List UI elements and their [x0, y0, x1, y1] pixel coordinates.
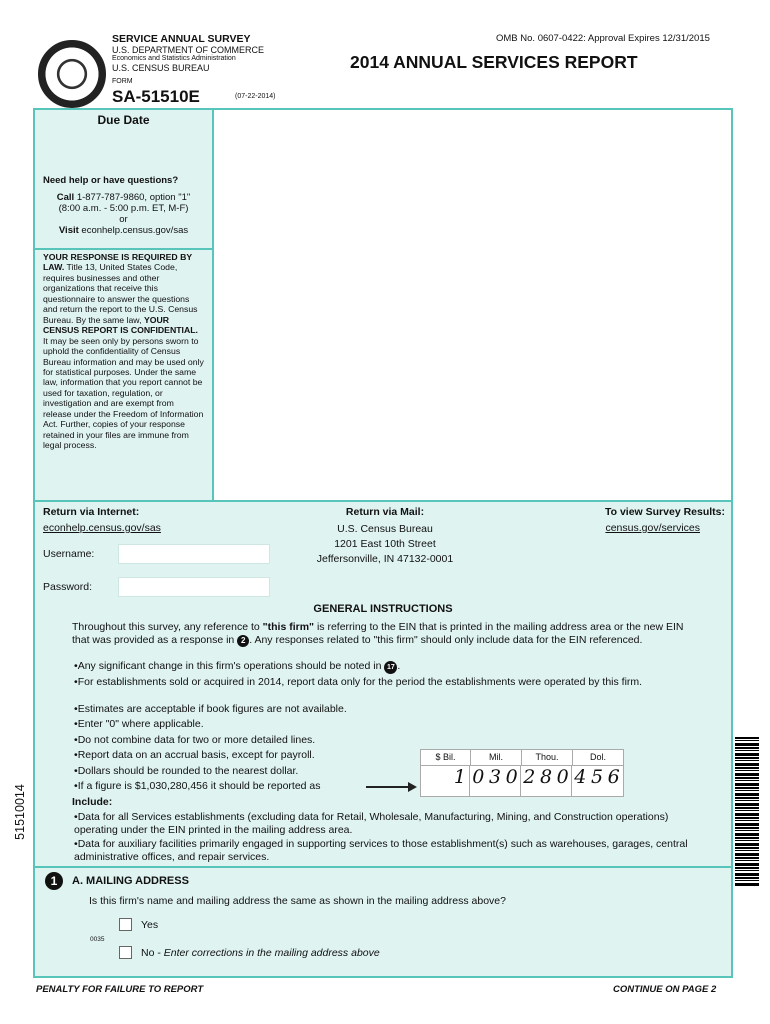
department-name: U.S. DEPARTMENT OF COMMERCE [112, 45, 265, 55]
phone-number: 1-877-787-9860, option "1" [76, 192, 191, 203]
b5-text: Do not combine data for two or more detailed lines. [77, 734, 316, 746]
form-label: FORM [112, 78, 133, 85]
census-seal-logo [38, 40, 106, 108]
username-label: Username: [43, 548, 95, 560]
form-date: (07-22-2014) [235, 93, 276, 100]
intro-text-3: . Any responses related to "this firm" should only include data for the EIN referenced. [249, 633, 643, 646]
username-field[interactable] [118, 544, 270, 564]
bureau-name: U.S. CENSUS BUREAU [112, 63, 210, 73]
mail-line-3: Jeffersonville, IN 47132-0001 [316, 553, 454, 565]
item-ref-2: 2 [237, 635, 249, 647]
mail-title: Return via Mail: [345, 506, 425, 518]
no-option [141, 947, 380, 959]
arrow-right-icon [408, 782, 417, 792]
b7-text: Dollars should be rounded to the nearest dollar. [77, 765, 299, 777]
report-title: 2014 ANNUAL SERVICES REPORT [350, 52, 638, 72]
password-label: Password: [43, 581, 93, 593]
dollar-digits [572, 766, 622, 796]
yes-checkbox[interactable] [119, 918, 132, 931]
yes-label: Yes [141, 919, 159, 931]
confidential-bold: YOUR CENSUS REPORT IS CONFIDENTIAL. [43, 314, 198, 336]
bullet-accrual: •Report data on an accrual basis, except for payroll. [74, 749, 315, 761]
intro-text-1: Throughout this survey, any reference to [72, 621, 263, 633]
bullet-no-combine: •Do not combine data for two or more detailed lines. [74, 734, 316, 746]
million-digits [470, 766, 521, 796]
digit: 6 [607, 766, 620, 788]
b4-text: Enter "0" where applicable. [77, 718, 204, 730]
b8-text: If a figure is $1,030,280,456 it should be reported as [77, 780, 321, 792]
digit: 3 [488, 766, 502, 788]
bullet-significant-change: •Any significant change in this firm's operations should be noted in 17 . [74, 660, 401, 672]
example-digit-row [421, 766, 623, 796]
form-id-vertical: 51510014 [13, 784, 27, 840]
results-title: To view Survey Results: [604, 506, 725, 518]
no-label: No - [141, 947, 164, 959]
digit: 1 [421, 766, 470, 796]
law-required-text: Title 13, United States Code, requires businesses and other organizations that receive this questionnaire to answer the questions and return the report to the U.S. Census Bureau. By the same law, [43, 262, 198, 325]
example-figure-box [420, 749, 624, 797]
mail-line-1: U.S. Census Bureau [337, 523, 433, 535]
bullet-estimates: •Estimates are acceptable if book figures are not available. [74, 703, 347, 715]
include-title: Include: [72, 796, 113, 808]
mail-line-2: 1201 East 10th Street [334, 538, 436, 550]
esa-name: Economics and Statistics Administration [112, 55, 236, 62]
bullet-enter-zero: •Enter "0" where applicable. [74, 718, 204, 730]
mail-address [290, 522, 480, 567]
item-ref-17: 17 [384, 661, 397, 674]
call-label: Call [56, 192, 75, 203]
inc2-text: Data for auxiliary facilities primarily engaged in supporting services to those establishment(s) such as warehouses, garages, central administrative offices, and repair services. [74, 838, 688, 863]
digit: 0 [556, 766, 569, 788]
digit: 5 [590, 766, 604, 788]
header-billions: $ Bil. [421, 750, 471, 765]
instructions-title: GENERAL INSTRUCTIONS [313, 603, 453, 615]
mailing-question: Is this firm's name and mailing address the same as shown in the mailing address above? [89, 895, 506, 907]
bullet-example: •If a figure is $1,030,280,456 it should be reported as [74, 780, 321, 792]
help-box [35, 172, 214, 250]
digit: 0 [472, 766, 485, 788]
intro-text-2: is referring to the EIN that is printed in the mailing address area or the new EIN that was provided as a response in [72, 621, 684, 646]
b1-end: . [397, 660, 401, 672]
continue-notice: CONTINUE ON PAGE 2 [613, 984, 717, 995]
bullet-sold-acquired: •For establishments sold or acquired in 2014, report data only for the period the establishments were operated by this firm. [74, 676, 643, 688]
no-checkbox[interactable] [119, 946, 132, 959]
confidential-text: It may be seen only by persons sworn to uphold the confidentiality of Census Bureau information and may be used only for statistical purposes. Under the same law, information that you report cannot be used for taxation, regulation, or investigation and are exempt from release under the Freedom of Information Act. Further, copies of your response retained in your files are immune from legal process. [43, 335, 204, 451]
law-required-bold: YOUR RESPONSE IS REQUIRED BY LAW. [43, 252, 193, 273]
include-auxiliary: •Data for auxiliary facilities primarily engaged in supporting services to those establishment(s) such as warehouses, garages, central administrative offices, and repair services. [74, 838, 688, 863]
legal-notice-box [35, 250, 214, 500]
internet-title: Return via Internet: [43, 506, 140, 518]
intro-this-firm: "this firm" [262, 621, 315, 633]
help-hours: (8:00 a.m. - 5:00 p.m. ET, M-F) [58, 203, 189, 214]
survey-name: SERVICE ANNUAL SURVEY [112, 33, 251, 45]
omb-notice: OMB No. 0607-0422: Approval Expires 12/31/2015 [496, 33, 710, 44]
inc1-text: Data for all Services establishments (excluding data for Retail, Wholesale, Manufacturing, Mining, and Construction operations) operating under the EIN printed in the mailing address area. [74, 811, 669, 836]
digit: 2 [523, 766, 536, 788]
b3-text: Estimates are acceptable if book figures are not available. [77, 703, 347, 715]
due-date-label: Due Date [97, 113, 150, 127]
digit: 0 [505, 766, 518, 788]
include-services: •Data for all Services establishments (excluding data for Retail, Wholesale, Manufacturing, Mining, and Construction operations) operating under the EIN printed in the mailing address area. [74, 811, 669, 836]
section-title: A. MAILING ADDRESS [72, 875, 189, 887]
header-dollars: Dol. [589, 752, 606, 762]
visit-label: Visit [58, 225, 79, 236]
b6-text: Report data on an accrual basis, except for payroll. [77, 749, 315, 761]
return-row [35, 500, 731, 600]
no-instruction: Enter corrections in the mailing address above [163, 947, 380, 959]
section-number-1: 1 [45, 872, 63, 890]
example-arrow-line [366, 786, 410, 788]
header-millions: Mil. [471, 750, 522, 765]
form-number: SA-51510E [112, 87, 200, 106]
digit: 8 [539, 766, 553, 788]
internet-url[interactable]: econhelp.census.gov/sas [43, 522, 161, 534]
b2-text: For establishments sold or acquired in 2014, report data only for the period the establishments were operated by this firm. [77, 676, 643, 688]
results-url[interactable]: census.gov/services [605, 522, 700, 534]
due-date-box [35, 110, 214, 174]
help-title: Need help or have questions? [43, 175, 179, 186]
b1-text: Any significant change in this firm's operations should be noted in [77, 660, 385, 672]
help-url: econhelp.census.gov/sas [81, 225, 189, 236]
barcode-image [735, 737, 759, 887]
help-or: or [119, 214, 128, 225]
penalty-notice: PENALTY FOR FAILURE TO REPORT [36, 984, 204, 995]
header-thousands: Thou. [522, 750, 573, 765]
instructions-intro [72, 621, 702, 647]
example-header-row [421, 750, 623, 766]
thousand-digits [521, 766, 572, 796]
digit: 4 [574, 766, 587, 788]
item-code: 0035 [90, 936, 105, 943]
password-field[interactable] [118, 577, 270, 597]
bullet-rounding: •Dollars should be rounded to the nearest dollar. [74, 765, 299, 777]
